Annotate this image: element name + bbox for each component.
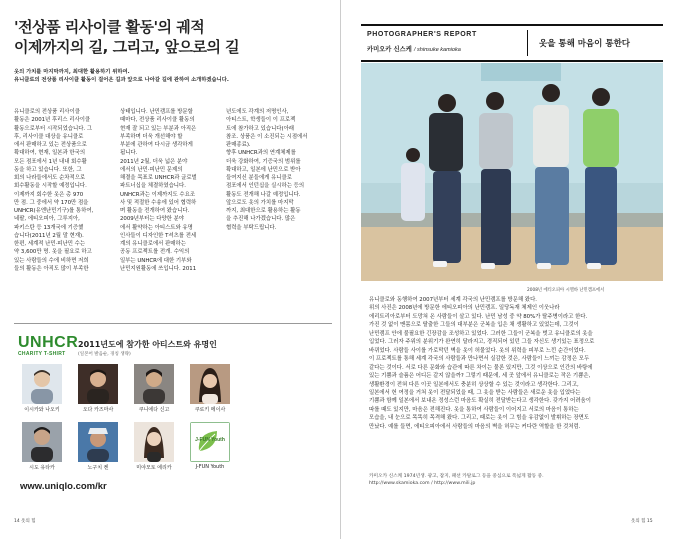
portrait-icon [134, 364, 174, 404]
artist-photo-4 [190, 364, 230, 404]
header-divider [527, 30, 528, 56]
jfun-youth-logo [190, 422, 230, 462]
report-title: 옷을 통해 마음이 통한다 [539, 39, 630, 49]
portrait-icon [78, 364, 118, 404]
lead-line-2: 유니클로의 전상품 리사이클 활동이 걸어온 길과 앞으로 나아갈 길에 관하여 소개하겠습니다. [14, 77, 229, 83]
report-label: PHOTOGRAPHER'S REPORT [367, 31, 477, 38]
refugee-camp-photo [361, 63, 663, 281]
author-name-ko: 카미오카 신스케 [367, 46, 412, 53]
unhcr-logo-text: UNHCR [18, 334, 79, 351]
photographer-profile: 카미오카 신스케 1974년생. 광고, 잡지, 패션 카탈로그 등을 중심으로 폭넓게 활동 중. http://www.skamioka.com / http://www.mili.jp [369, 474, 544, 487]
section-divider [14, 323, 332, 324]
lead-line-1: 옷의 가치를 마지막까지, 최대한 활용하기 위하여. [14, 69, 130, 75]
portrait-icon [190, 364, 230, 404]
right-page [340, 0, 680, 539]
report-header [361, 24, 663, 62]
artist-photo-2 [78, 364, 118, 404]
portrait-icon [134, 422, 174, 462]
artist-name-5: 시도 유타카 [29, 465, 55, 471]
portrait-icon [22, 422, 62, 462]
author-line [367, 44, 461, 53]
artist-name-1: 이시카와 나오키 [24, 407, 60, 413]
unhcr-charity-logo [18, 335, 78, 357]
artist-photo-7 [134, 422, 174, 462]
lead-text [14, 68, 326, 84]
portrait-icon [22, 364, 62, 404]
artist-name-2: 오다 카즈마사 [82, 407, 114, 413]
uniqlo-url-link[interactable]: www.uniqlo.com/kr [20, 481, 107, 492]
artist-name-8: J-FUN Youth [195, 464, 225, 470]
page-folio-right: 옷의 힘 15 [631, 519, 653, 524]
artist-name-3: 쿠니에다 신고 [138, 407, 170, 413]
author-name-en: / shinsuke kamioka [413, 47, 461, 53]
artists-subheading: (일본어 발음순, 경칭 생략) [78, 352, 131, 357]
body-column-1: 유니클로의 전상품 리사이클 활동은 2001년 후리스 리사이클 활동으로부터 시작되었습니다. 그 후, 리사이클 대상을 유니클로 에서 판매하고 있는 전상품으로 확대하여, 현재, 일본과 한국의 모든 점포에서 1년 내내 회수활 동을 하고 있습니다. 또한, 그 회의 나라들에서도 순차적으로 회수활동을 시작할 예정입니다. 이제까지 회수한 옷은 총 970 만 점. 그 중에서 약 170만 점을 UNHCR(유엔난민기구)를 통하여, 네팔, 에티오피아, 그루지아, 파키스탄 등 13개국에 기증했 습니다(2011년 2월 말 현재). 한편, 세계적 난민·피난민 수는 약 3,600만 명. 옷을 필요로 하고 있는 사람들의 수에 비하면 저희 들의 활동은 아직도 많이 부족한 [14, 109, 94, 272]
artist-photo-1 [22, 364, 62, 404]
article-title-line2: 이제까지의 길, 그리고, 앞으로의 길 [14, 38, 240, 56]
page-folio-left: 14 옷의 힘 [14, 519, 36, 524]
body-column-2: 상태입니다. 난민캠프를 방문할 때마다, 전상품 리사이클 활동의 현재 잘 되고 있는 부분과 아직은 부족하며 더욱 개선해야 할 부분에 관하여 다시금 생각하게 됩니다. 2011년 2월, 더욱 넓은 분야 에서의 난민·피난민 문제의 해결을 목표로 UNHCR과 글로벌 파트너십을 체결하였습니다. UNHCR과는 이제까지도 수요조 사 및 적절한 수송에 있어 협력하 며 활동을 전개하여 왔습니다. 2009년부터는 다양한 분야 에서 활약하는 아티스트와 유명 인사들이 디자인한 T셔츠를 전세 계의 유니클로에서 판매하는 공동 프로젝트를 전개. 수익의 일부는 UNHCR에 대한 기부와 난민지원활동에 쓰입니다. 2011 [120, 109, 197, 272]
artist-photo-6 [78, 422, 118, 462]
report-body: 유니클로와 동행하여 2007년부터 세계 각국의 난민캠프를 방문해 왔다. 위의 사진은 2008년에 방문한 에티오피아의 난민캠프. 일당독재 체제인 이웃나라 에리트리아로부터 도망쳐 온 사람들이 살고 있다. 난민 남성 중 약 80%가 탈주병이라고 한다. 가진 것 없이 맨몸으로 탈출한 그들의 대부분은 군복을 입은 채 생활하고 있었는데, 그것이 난민캠프 안에 불필요한 긴장감을 조성하고 있었다. 그러한 그들이 군복을 벗고 유니클로의 옷을 입었다. 그러자 주위의 분위기가 완연히 달라지고, 경직되어 있던 그들 자신도 생기있는 표정으로 바뀌었다. 사람들 사이를 가로막던 벽을 옷이 허물었다. 옷의 위력을 피부로 느낀 순간이었다. 이 프로젝트를 통해 세계 각국의 사람들과 만나면서 실감한 것은, 사람들이 느끼는 감정은 모두 같다는 것이다. 서로 다른 문화와 습관에 따른 차이는 물론 있지만, 그것 이상으로 인간의 바탕에 있는 기쁨과 슬픔은 어디든 같지 않을까? 그렇기 때문에, 세 곳 앞에서 유니클로는 작은 기쁨은, 생활환경이 전혀 다른 이곳 일본에서도 충분히 상상할 수 있는 것이라고 생각한다. 그리고, 일본에서 헌 여정을 거쳐 옷이 전달되었을 때, 그 옷을 받는 사람들은 새로운 옷을 입었다는 기쁨과 함께 일본에서 보내온 정성스런 마음도 확실히 전달받는다고 생각한다. 갖가지 어려움이 따를 때도 있지만, 마음은 전해진다. 옷을 통하여 사람들이 이어지고 서로의 마음이 통하는 모습을, 내 눈으로 똑똑히 목격해 왔다. 그리고, 때로는 옷이 그 힘을 유감없이 발휘하는 장면도 만났다. 예를 들면, 에티오피아에서 사람들의 마음의 벽을 허무는 커다란 역할을 한 것처럼. [369, 297, 595, 430]
unhcr-logo-subtext: CHARITY T-SHIRT [18, 351, 66, 357]
artist-photo-3 [134, 364, 174, 404]
artist-name-6: 노구치 켄 [87, 465, 109, 471]
artist-name-7: 미야모토 에리카 [136, 465, 172, 471]
artist-name-4: 쿠로키 메이사 [194, 407, 226, 413]
jfun-logo-text: J-FUN Youth [195, 437, 225, 443]
article-title-line1: '전상품 리사이클 활동'의 궤적 [14, 18, 205, 36]
artists-heading: 2011년도에 참가한 아티스트와 유명인 [78, 340, 217, 349]
artist-photo-5 [22, 422, 62, 462]
body-column-3: 년도에도 각계의 저명인사, 아티스트, 학생들이 이 프로젝 트에 참가하고 있습니다(아래 참조. 상품은 이 소진되는 시점에서 판매종료). 향후 UNHCR과의 연계체제를 더욱 강화하여, 기증국의 범위를 확대하고, 일본에 난민으로 받아 들여지신 분들에게 유니클로 점포에서 인턴십을 실시하는 등의 활동도 전개해 나갈 예정입니다. 앞으로도 옷의 가치를 마지막 까지, 최대한으로 활용하는 활동 을 추진해 나가겠습니다. 많은 협력을 부탁드립니다. [226, 109, 308, 231]
photo-illustration [361, 63, 663, 281]
portrait-icon [78, 422, 118, 462]
photo-caption: 2008년 에티오피아 시멜바 난민캠프에서 [527, 288, 605, 293]
